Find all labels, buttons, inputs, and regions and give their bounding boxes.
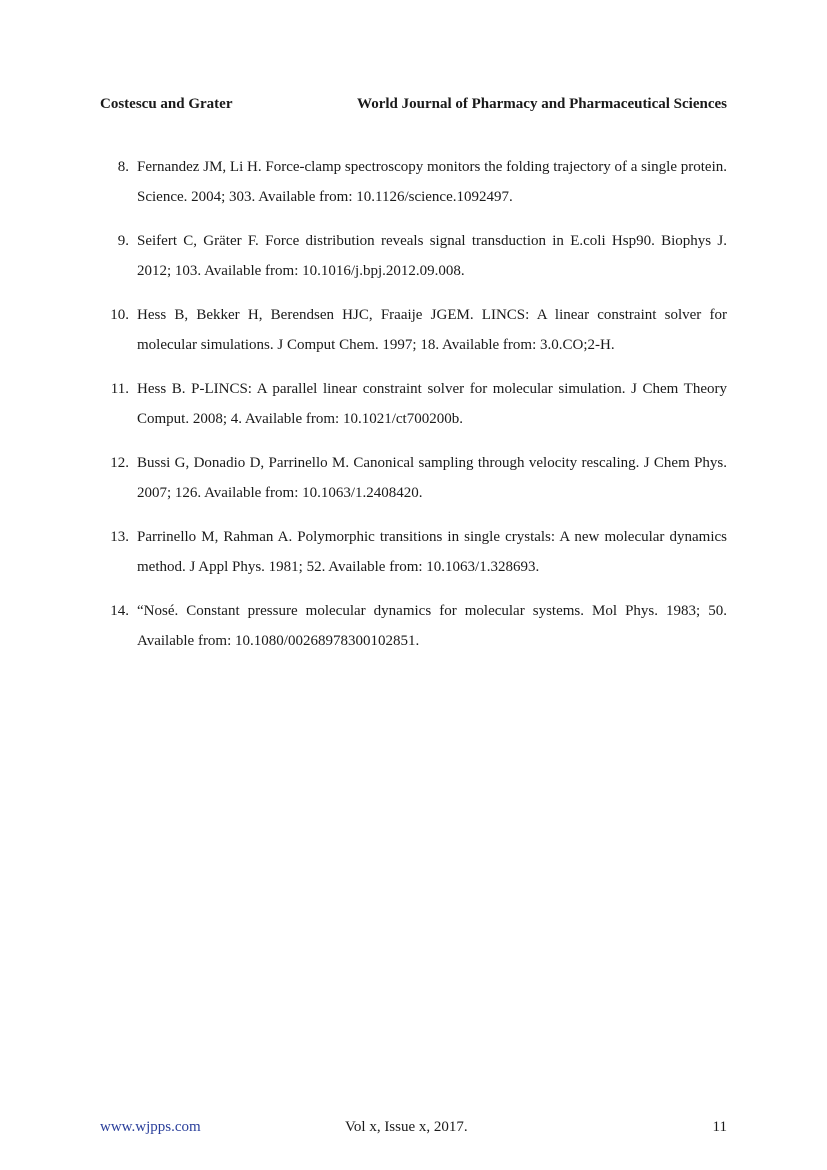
- reference-number: 10.: [110, 307, 129, 323]
- reference-text: Fernandez JM, Li H. Force-clamp spectroscopy monitors the folding trajectory of a single protein. Science. 2004; 303. Available from: 10.1126/science.1092497.: [137, 159, 727, 205]
- reference-item: [100, 300, 727, 360]
- page-number: 11: [712, 1119, 727, 1135]
- reference-item: [100, 226, 727, 286]
- page-footer: [100, 1119, 727, 1139]
- reference-text: Parrinello M, Rahman A. Polymorphic transitions in single crystals: A new molecular dynamics method. J Appl Phys. 1981; 52. Available from: 10.1063/1.328693.: [137, 529, 727, 575]
- reference-text: Bussi G, Donadio D, Parrinello M. Canonical sampling through velocity rescaling. J Chem Phys. 2007; 126. Available from: 10.1063/1.2408420.: [137, 455, 727, 501]
- reference-text: “Nosé. Constant pressure molecular dynamics for molecular systems. Mol Phys. 1983; 50. Available from: 10.1080/00268978300102851.: [137, 603, 727, 649]
- reference-text: Seifert C, Gräter F. Force distribution reveals signal transduction in E.coli Hsp90. Biophys J. 2012; 103. Available from: 10.1016/j.bpj.2012.09.008.: [137, 233, 727, 279]
- website-link[interactable]: www.wjpps.com: [100, 1119, 201, 1135]
- running-header: [100, 96, 727, 113]
- header-journal-title: World Journal of Pharmacy and Pharmaceutical Sciences: [357, 96, 727, 112]
- reference-number: 14.: [110, 603, 129, 619]
- reference-number: 8.: [117, 159, 129, 175]
- reference-item: [100, 596, 727, 656]
- reference-number: 9.: [117, 233, 129, 249]
- volume-issue: Vol x, Issue x, 2017.: [345, 1119, 468, 1135]
- reference-text: Hess B, Bekker H, Berendsen HJC, Fraaije JGEM. LINCS: A linear constraint solver for molecular simulations. J Comput Chem. 1997; 18. Available from: 3.0.CO;2-H.: [137, 307, 727, 353]
- reference-item: [100, 522, 727, 582]
- reference-item: [100, 448, 727, 508]
- reference-item: [100, 374, 727, 434]
- reference-item: [100, 152, 727, 212]
- reference-number: 12.: [110, 455, 129, 471]
- reference-list: [100, 152, 727, 670]
- header-authors: Costescu and Grater: [100, 96, 233, 112]
- reference-text: Hess B. P-LINCS: A parallel linear constraint solver for molecular simulation. J Chem Theory Comput. 2008; 4. Available from: 10.1021/ct700200b.: [137, 381, 727, 427]
- reference-number: 13.: [110, 529, 129, 545]
- reference-number: 11.: [110, 381, 129, 397]
